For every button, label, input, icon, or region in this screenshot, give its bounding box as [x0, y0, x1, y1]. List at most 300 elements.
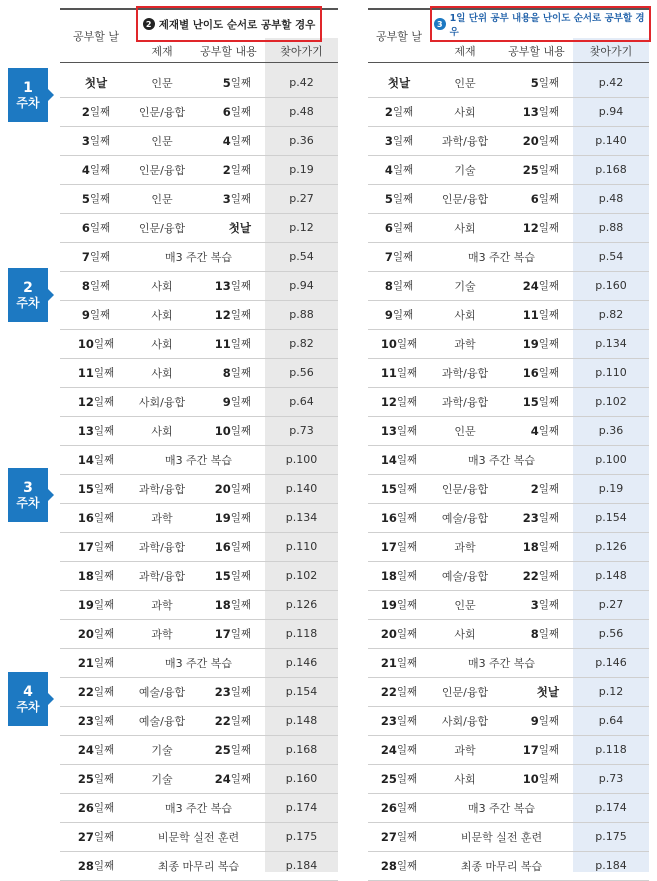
study-day-cell	[60, 155, 132, 184]
study-day-suffix: 일째	[93, 686, 115, 698]
study-day-suffix: 일째	[396, 483, 418, 495]
subject-cell: 기술	[151, 743, 173, 757]
page-reference: p.175	[595, 830, 627, 843]
study-day-number: 첫날	[84, 75, 108, 90]
study-day-suffix: 일째	[93, 628, 115, 640]
page-reference: p.82	[289, 337, 314, 350]
merged-content-cell: 비문학 실전 훈련	[157, 830, 240, 844]
study-content-cell	[500, 68, 559, 97]
header-content: 공부할 내용	[508, 45, 565, 58]
study-content-suffix: 일째	[538, 222, 559, 234]
subject-cell: 과학/융합	[138, 540, 186, 554]
study-content-suffix: 일째	[538, 135, 559, 147]
study-content-cell	[192, 126, 251, 155]
study-day-number: 13	[77, 423, 94, 438]
study-day-cell	[368, 503, 430, 532]
table-row	[368, 68, 649, 98]
study-day-suffix: 일째	[396, 831, 418, 843]
table-row	[368, 648, 649, 678]
study-day-number: 26	[77, 800, 94, 815]
study-content-number: 25	[214, 742, 231, 757]
study-day-number: 11	[77, 365, 94, 380]
study-day-cell	[60, 445, 132, 474]
study-content-suffix: 일째	[230, 512, 251, 524]
study-day-cell	[60, 416, 132, 445]
study-day-number: 2	[81, 104, 90, 119]
page-reference: p.174	[285, 801, 318, 814]
study-day-suffix: 일째	[93, 570, 115, 582]
study-day-cell	[368, 793, 430, 822]
study-content-cell	[192, 387, 251, 416]
study-day-number: 28	[380, 858, 397, 873]
page-reference: p.54	[598, 250, 624, 263]
study-day-suffix: 일째	[396, 454, 418, 466]
table-title	[434, 10, 647, 38]
study-content-cell	[500, 387, 559, 416]
study-content-number: 18	[522, 539, 539, 554]
study-content-cell	[192, 706, 251, 735]
study-day-cell	[368, 648, 430, 677]
subject-cell: 인문/융합	[138, 163, 186, 177]
page-reference: p.118	[595, 743, 627, 756]
study-day-suffix: 일째	[396, 628, 418, 640]
page-reference: p.154	[595, 511, 627, 524]
study-content-number: 19	[214, 510, 231, 525]
subject-cell: 인문/융합	[138, 105, 186, 119]
subject-cell: 인문/융합	[138, 221, 186, 235]
table-row	[368, 416, 649, 446]
study-day-suffix: 일째	[396, 686, 418, 698]
header-rule	[368, 62, 649, 63]
study-content-number: 9	[222, 394, 231, 409]
study-day-number: 10	[380, 336, 397, 351]
table-row	[368, 822, 649, 852]
study-content-suffix: 일째	[538, 338, 559, 350]
subject-cell: 예술/융합	[441, 569, 489, 583]
table-row	[368, 735, 649, 765]
study-content-suffix: 일째	[538, 425, 559, 437]
table-title	[140, 10, 318, 38]
study-content-cell	[500, 474, 559, 503]
table-row	[60, 155, 338, 185]
merged-content-cell: 최종 마무리 복습	[157, 859, 240, 873]
study-day-number: 3	[384, 133, 393, 148]
study-content-number: 12	[522, 220, 539, 235]
study-content-number: 10	[522, 771, 539, 786]
study-content-number: 20	[522, 133, 539, 148]
study-day-cell	[368, 706, 430, 735]
subject-cell: 과학/융합	[441, 395, 489, 409]
page-reference: p.56	[289, 366, 314, 379]
table-row	[368, 300, 649, 330]
study-content-cell	[500, 126, 559, 155]
study-content-suffix: 일째	[538, 715, 559, 727]
study-day-suffix: 일째	[392, 222, 414, 234]
study-day-number: 4	[81, 162, 90, 177]
table-row	[60, 184, 338, 214]
study-content-number: 24	[522, 278, 539, 293]
study-day-cell	[368, 300, 430, 329]
study-day-number: 18	[77, 568, 94, 583]
study-content-suffix: 일째	[230, 628, 251, 640]
table-row	[368, 561, 649, 591]
study-day-suffix: 일째	[93, 860, 115, 872]
subject-cell: 과학	[151, 511, 173, 525]
header-page: 찾아가기	[589, 45, 633, 58]
subject-cell: 과학/융합	[441, 366, 489, 380]
study-content-cell	[192, 764, 251, 793]
merged-content-cell: 매3 주간 복습	[467, 656, 536, 670]
merged-content-cell: 매3 주간 복습	[467, 250, 536, 264]
study-content-suffix: 일째	[230, 744, 251, 756]
study-day-suffix: 일째	[93, 512, 115, 524]
study-content-number: 8	[530, 626, 539, 641]
study-day-number: 8	[384, 278, 393, 293]
study-day-suffix: 일째	[93, 338, 115, 350]
table-row	[60, 300, 338, 330]
study-content-number: 16	[214, 539, 231, 554]
study-content-cell	[192, 532, 251, 561]
study-day-cell	[368, 764, 430, 793]
page-reference: p.118	[285, 627, 318, 640]
study-day-number: 22	[380, 684, 397, 699]
merged-content-cell: 비문학 실전 훈련	[460, 830, 543, 844]
subject-cell: 기술	[454, 163, 476, 177]
subject-cell: 인문	[151, 76, 173, 90]
table-row	[368, 358, 649, 388]
study-day-number: 14	[77, 452, 94, 467]
study-content-number: 2	[530, 481, 539, 496]
study-day-suffix: 일째	[89, 251, 111, 263]
page-reference: p.110	[595, 366, 627, 379]
merged-content-cell: 매3 주간 복습	[164, 453, 233, 467]
study-content-suffix: 일째	[230, 715, 251, 727]
table-row	[368, 474, 649, 504]
study-day-number: 23	[380, 713, 397, 728]
table-row	[368, 242, 649, 272]
page-reference: p.56	[598, 627, 624, 640]
number-circle-icon: 2	[143, 18, 155, 30]
number-circle-icon: 3	[434, 18, 446, 30]
table-row	[60, 561, 338, 591]
study-content-number: 6	[222, 104, 231, 119]
table-row	[60, 329, 338, 359]
page-reference: p.19	[598, 482, 624, 495]
study-content-number: 19	[522, 336, 539, 351]
study-content-suffix: 일째	[230, 135, 251, 147]
header-subject: 제재	[454, 45, 476, 58]
study-day-number: 15	[77, 481, 94, 496]
subject-cell: 과학	[454, 743, 476, 757]
study-content-number: 5	[222, 75, 231, 90]
study-content-cell	[192, 735, 251, 764]
study-day-cell	[60, 97, 132, 126]
page-reference: p.134	[285, 511, 318, 524]
study-content-suffix: 일째	[230, 686, 251, 698]
study-content-suffix: 일째	[538, 106, 559, 118]
study-content-suffix: 일째	[230, 77, 251, 89]
study-content-cell	[192, 300, 251, 329]
subject-cell: 인문	[454, 76, 476, 90]
study-day-cell	[368, 329, 430, 358]
table-row	[368, 590, 649, 620]
study-day-cell	[368, 126, 430, 155]
subject-cell: 예술/융합	[138, 714, 186, 728]
study-day-number: 20	[77, 626, 94, 641]
subject-cell: 인문	[151, 192, 173, 206]
week-badge-label: 주차	[16, 699, 40, 714]
week-badge-number: 2	[23, 279, 33, 296]
study-content-suffix: 일째	[538, 541, 559, 553]
page-reference: p.126	[285, 598, 318, 611]
study-content-number: 4	[530, 423, 539, 438]
table-title-text: 제재별 난이도 순서로 공부할 경우	[158, 18, 316, 31]
study-content-cell	[192, 619, 251, 648]
study-day-cell	[60, 184, 132, 213]
table-title-text: 1일 단위 공부 내용을 난이도 순서로 공부할 경우	[449, 13, 645, 38]
study-day-number: 25	[77, 771, 94, 786]
study-day-cell	[60, 851, 132, 880]
study-content-suffix: 일째	[230, 106, 251, 118]
study-content-number: 24	[214, 771, 231, 786]
study-day-suffix: 일째	[89, 309, 111, 321]
study-day-cell	[60, 648, 132, 677]
study-content-cell	[192, 503, 251, 532]
study-day-number: 17	[77, 539, 94, 554]
study-day-cell	[368, 822, 430, 851]
study-day-cell	[368, 358, 430, 387]
study-day-suffix: 일째	[396, 860, 418, 872]
study-day-suffix: 일째	[89, 280, 111, 292]
study-content-cell	[500, 97, 559, 126]
study-day-cell	[60, 590, 132, 619]
page-reference: p.140	[285, 482, 318, 495]
study-content-cell	[500, 590, 559, 619]
week-badge-3	[8, 468, 48, 522]
subject-cell: 과학	[454, 540, 476, 554]
study-content-number: 11	[522, 307, 539, 322]
study-day-number: 2	[384, 104, 393, 119]
study-content-suffix: 일째	[230, 425, 251, 437]
study-day-cell	[60, 735, 132, 764]
page-reference: p.36	[598, 424, 624, 437]
week-badge-number: 4	[23, 683, 33, 700]
study-day-suffix: 일째	[396, 338, 418, 350]
study-day-cell	[60, 68, 132, 97]
study-day-suffix: 일째	[392, 280, 414, 292]
study-day-suffix: 일째	[93, 425, 115, 437]
study-day-suffix: 일째	[93, 599, 115, 611]
study-day-cell	[60, 387, 132, 416]
study-content-suffix: 일째	[230, 570, 251, 582]
study-day-suffix: 일째	[396, 570, 418, 582]
page-reference: p.27	[598, 598, 624, 611]
study-day-cell	[60, 242, 132, 271]
page-reference: p.94	[289, 279, 314, 292]
study-content-suffix: 일째	[230, 193, 251, 205]
week-badge-label: 주차	[16, 295, 40, 310]
page-reference: p.42	[289, 76, 314, 89]
study-content-number: 22	[522, 568, 539, 583]
study-day-suffix: 일째	[396, 657, 418, 669]
study-day-cell	[60, 561, 132, 590]
study-content-cell	[500, 561, 559, 590]
subject-cell: 사회	[454, 627, 476, 641]
study-content-suffix: 일째	[538, 193, 559, 205]
study-day-cell	[368, 445, 430, 474]
study-content-number: 22	[214, 713, 231, 728]
study-day-number: 5	[81, 191, 90, 206]
study-content-number: 20	[214, 481, 231, 496]
study-day-suffix: 일째	[89, 135, 111, 147]
study-day-number: 18	[380, 568, 397, 583]
study-day-number: 9	[384, 307, 393, 322]
study-content-number: 25	[522, 162, 539, 177]
study-content-cell	[192, 561, 251, 590]
study-content-suffix: 일째	[538, 396, 559, 408]
study-content-suffix: 일째	[538, 628, 559, 640]
study-day-number: 21	[380, 655, 397, 670]
week-badge-2	[8, 268, 48, 322]
subject-cell: 과학/융합	[441, 134, 489, 148]
study-content-suffix: 일째	[230, 599, 251, 611]
page-reference: p.148	[285, 714, 318, 727]
study-day-cell	[60, 764, 132, 793]
title-highlight-box	[136, 6, 322, 42]
study-content-suffix: 일째	[538, 599, 559, 611]
study-day-number: 16	[77, 510, 94, 525]
page-reference: p.12	[289, 221, 314, 234]
subject-cell: 과학	[454, 337, 476, 351]
study-day-number: 19	[77, 597, 94, 612]
table-row	[368, 619, 649, 649]
study-content-suffix: 일째	[538, 280, 559, 292]
study-day-cell	[60, 503, 132, 532]
table-row	[60, 822, 338, 852]
study-content-cell	[500, 300, 559, 329]
study-content-suffix: 일째	[230, 541, 251, 553]
study-day-suffix: 일째	[93, 802, 115, 814]
table-row	[368, 329, 649, 359]
study-day-cell	[368, 387, 430, 416]
page-reference: p.88	[598, 221, 624, 234]
page-reference: p.12	[598, 685, 624, 698]
page-reference: p.64	[289, 395, 314, 408]
study-content-number: 첫날	[536, 684, 559, 699]
study-content-cell	[192, 358, 251, 387]
study-content-suffix: 일째	[538, 483, 559, 495]
table-row	[368, 503, 649, 533]
table-row	[368, 97, 649, 127]
page-reference: p.19	[289, 163, 314, 176]
study-content-suffix: 일째	[230, 396, 251, 408]
week-badge-number: 1	[23, 79, 33, 96]
table-row	[60, 271, 338, 301]
study-day-cell	[60, 793, 132, 822]
study-day-cell	[368, 619, 430, 648]
study-day-suffix: 일째	[89, 193, 111, 205]
study-content-cell	[500, 735, 559, 764]
study-day-suffix: 일째	[93, 541, 115, 553]
table-row	[60, 532, 338, 562]
subject-cell: 과학	[151, 627, 173, 641]
study-content-cell	[192, 590, 251, 619]
table-row	[60, 97, 338, 127]
subject-cell: 예술/융합	[138, 685, 186, 699]
study-day-suffix: 일째	[89, 164, 111, 176]
study-day-cell	[60, 619, 132, 648]
subject-cell: 사회	[151, 337, 173, 351]
study-day-number: 26	[380, 800, 397, 815]
table-row	[368, 445, 649, 475]
table-row	[60, 474, 338, 504]
study-day-number: 20	[380, 626, 397, 641]
title-highlight-box	[430, 6, 651, 42]
study-day-number: 6	[384, 220, 393, 235]
study-day-suffix: 일째	[396, 744, 418, 756]
study-day-cell	[368, 213, 430, 242]
study-day-number: 첫날	[387, 75, 411, 90]
study-day-cell	[60, 329, 132, 358]
table-row	[60, 648, 338, 678]
table-row	[60, 793, 338, 823]
study-content-number: 23	[522, 510, 539, 525]
study-day-number: 16	[380, 510, 397, 525]
study-content-cell	[192, 416, 251, 445]
study-content-suffix: 일째	[538, 164, 559, 176]
study-content-number: 2	[222, 162, 231, 177]
study-day-number: 27	[380, 829, 397, 844]
page-reference: p.94	[598, 105, 624, 118]
week-badge-1	[8, 68, 48, 122]
page-reference: p.134	[595, 337, 627, 350]
study-content-cell	[500, 358, 559, 387]
table-row	[60, 68, 338, 98]
study-content-suffix: 일째	[230, 773, 251, 785]
study-content-cell	[500, 184, 559, 213]
study-day-number: 24	[380, 742, 397, 757]
study-day-number: 8	[81, 278, 90, 293]
schedule-table-by-subject	[60, 8, 338, 872]
study-day-suffix: 일째	[396, 715, 418, 727]
study-day-cell	[368, 532, 430, 561]
study-day-cell	[368, 68, 430, 97]
study-content-number: 13	[214, 278, 231, 293]
schedule-table-by-difficulty	[368, 8, 649, 872]
study-day-suffix: 일째	[396, 512, 418, 524]
page-reference: p.110	[285, 540, 318, 553]
study-content-cell	[500, 619, 559, 648]
study-day-suffix: 일째	[93, 367, 115, 379]
study-content-number: 4	[222, 133, 231, 148]
study-content-cell	[192, 474, 251, 503]
subject-cell: 사회	[151, 366, 173, 380]
study-day-number: 11	[380, 365, 397, 380]
study-day-number: 12	[77, 394, 94, 409]
subject-cell: 사회/융합	[441, 714, 489, 728]
study-day-number: 5	[384, 191, 393, 206]
study-day-number: 15	[380, 481, 397, 496]
study-day-number: 21	[77, 655, 94, 670]
study-content-cell	[500, 271, 559, 300]
subject-cell: 사회	[151, 308, 173, 322]
study-day-number: 10	[77, 336, 94, 351]
study-content-number: 17	[522, 742, 539, 757]
study-day-number: 6	[81, 220, 90, 235]
study-day-suffix: 일째	[89, 222, 111, 234]
subject-cell: 기술	[151, 772, 173, 786]
week-badge-4	[8, 672, 48, 726]
